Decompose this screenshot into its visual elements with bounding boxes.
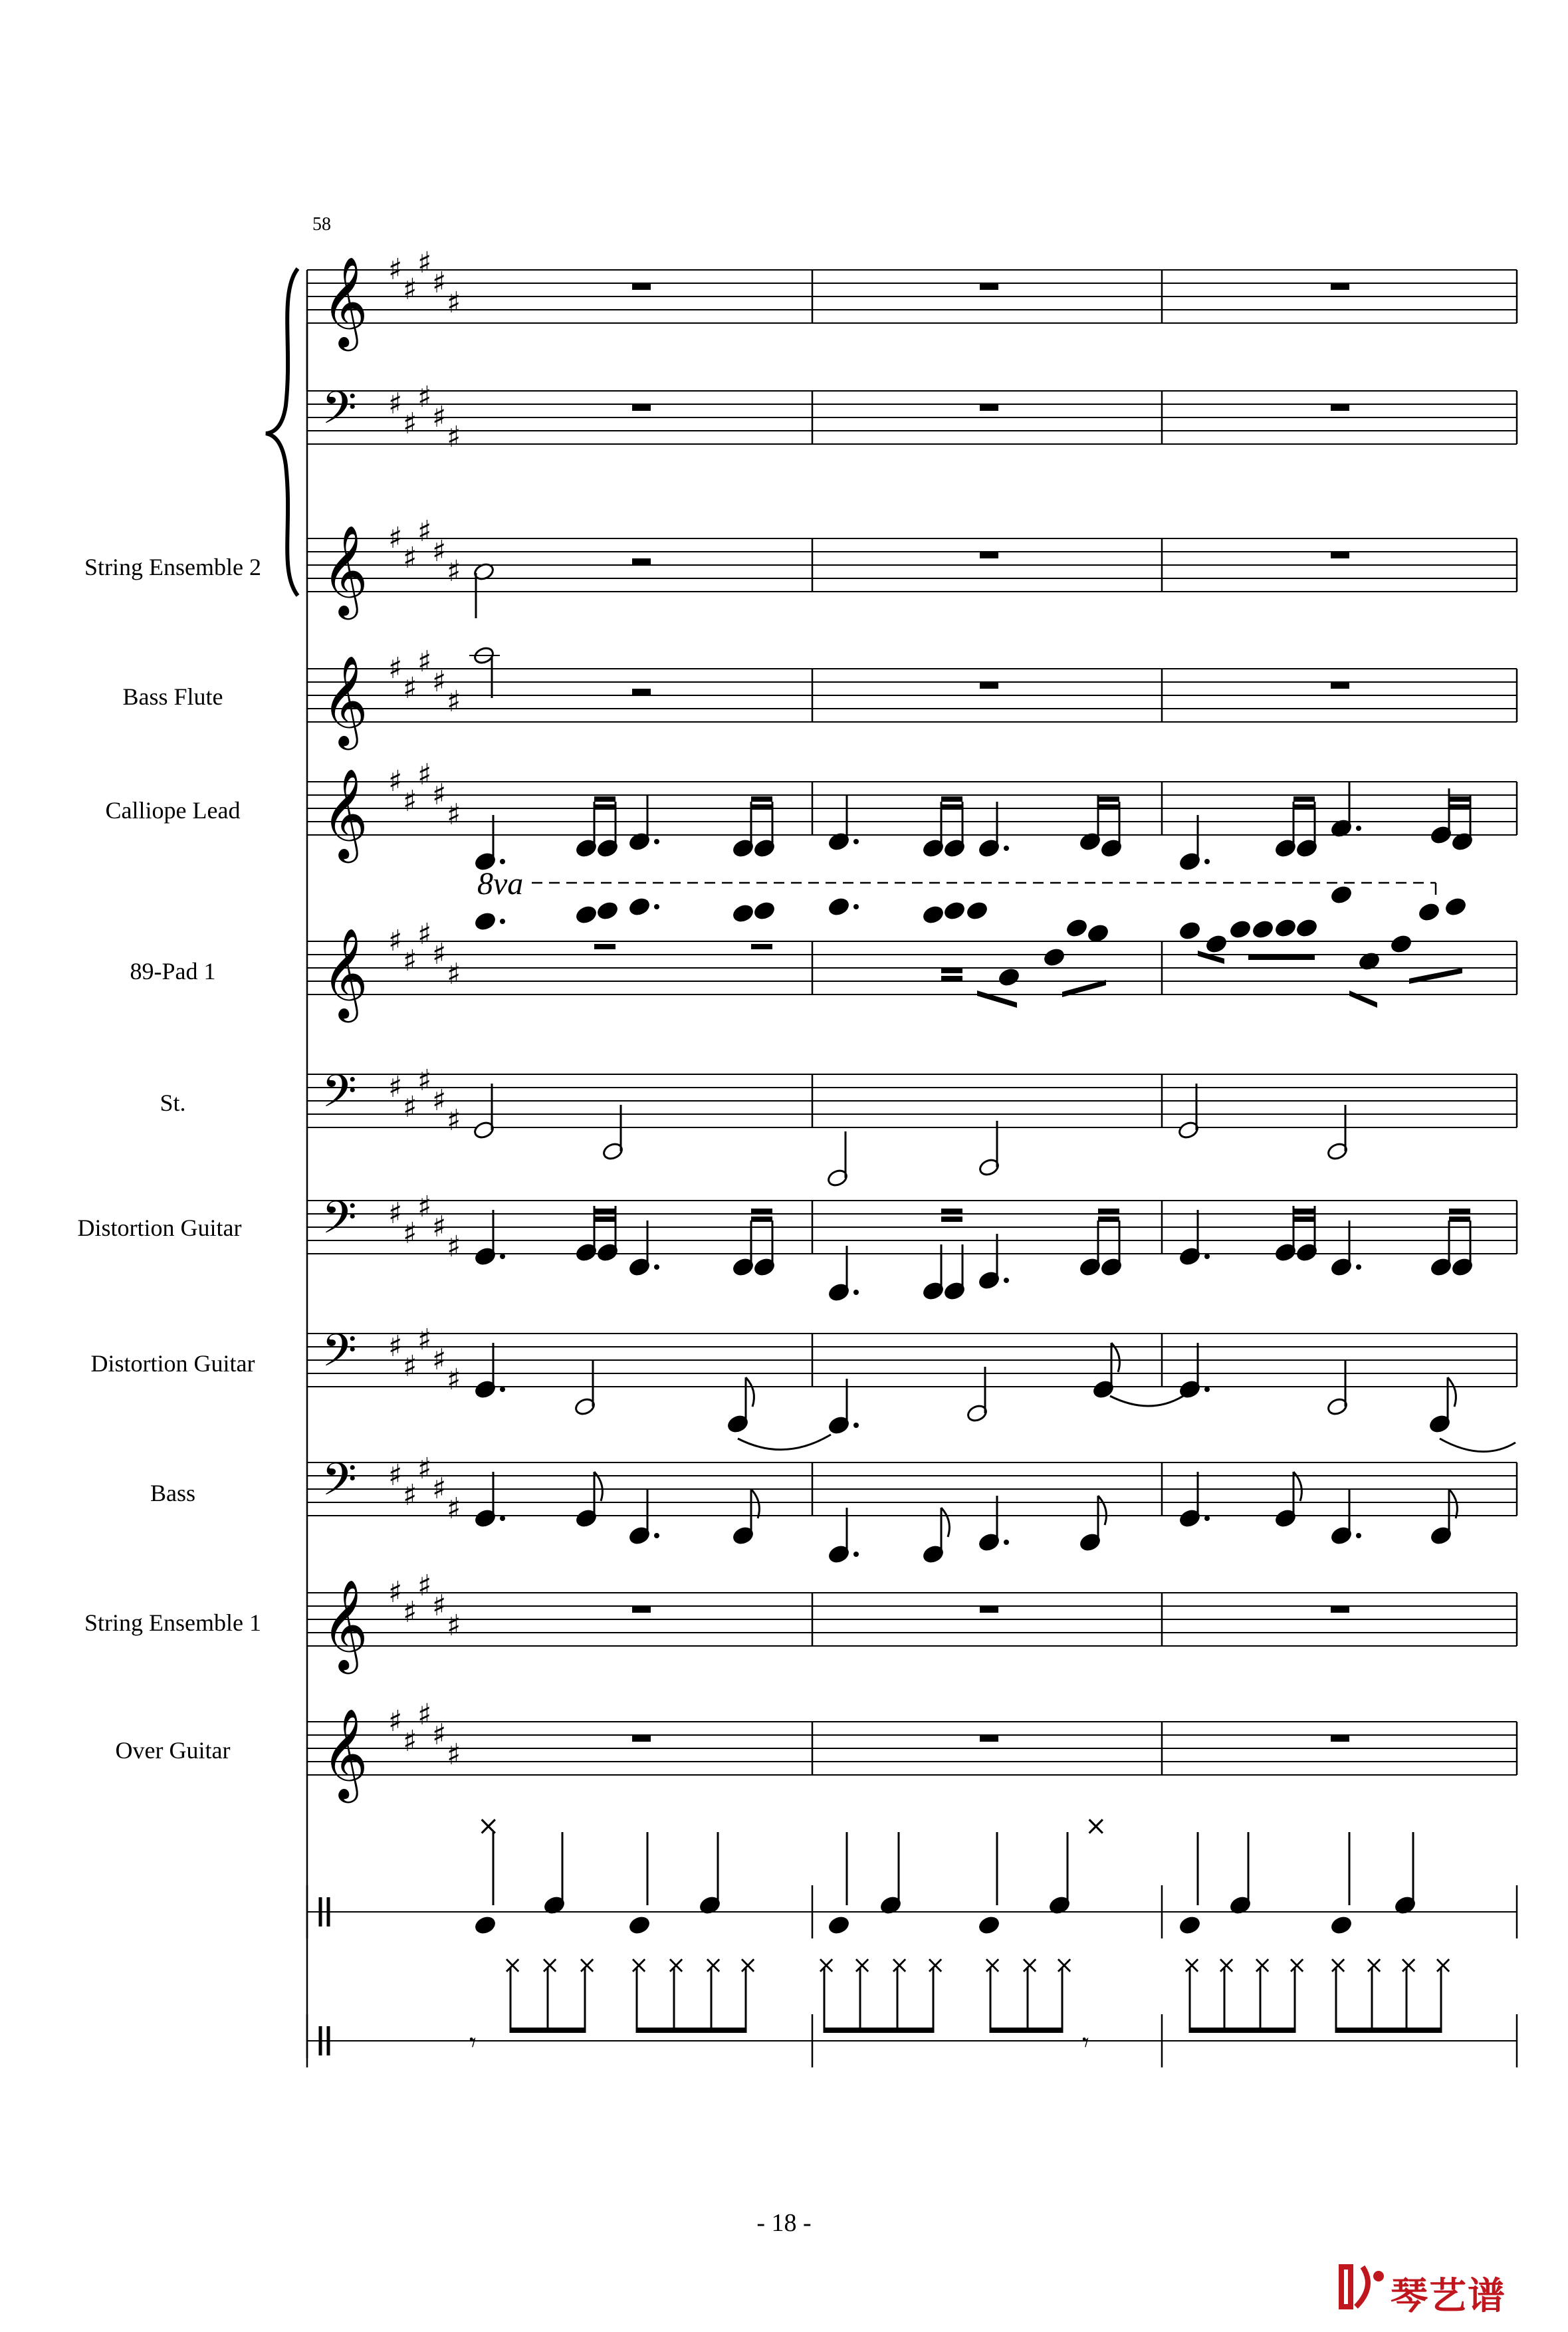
flag [1098, 1496, 1106, 1525]
instrument-label-string-ensemble-1: String Ensemble 1 [84, 1609, 261, 1636]
sharp-icon: ♯ [447, 1492, 461, 1526]
piano-brace [266, 269, 298, 596]
note-head [596, 901, 619, 921]
sharp-icon: ♯ [417, 1064, 432, 1098]
hihat-x: × [666, 1952, 687, 1979]
dot [500, 859, 505, 864]
instrument-label-over-guitar: Over Guitar [115, 1737, 231, 1764]
instrument-label-string-ensemble-2: String Ensemble 2 [84, 554, 261, 580]
sharp-icon: ♯ [417, 515, 432, 548]
beam [1349, 991, 1377, 1008]
hihat-x: × [629, 1952, 649, 1979]
note-head [628, 1915, 651, 1935]
beam [1293, 796, 1315, 802]
beam [824, 2028, 933, 2033]
sharp-icon: ♯ [447, 798, 461, 832]
beam [1098, 1209, 1119, 1214]
sharp-icon: ♯ [417, 1698, 432, 1732]
whole-rest [980, 1735, 998, 1742]
beam [1449, 1217, 1470, 1222]
note-head [1229, 919, 1252, 939]
beam [594, 1209, 616, 1214]
beam [1293, 1209, 1315, 1214]
sharp-icon: ♯ [432, 266, 447, 300]
whole-rest [1331, 682, 1349, 689]
dot [1004, 1540, 1009, 1545]
page-number: - 18 - [756, 2209, 812, 2237]
whole-rest [632, 404, 651, 411]
treble-clef-icon: 𝄞 [322, 767, 368, 859]
whole-rest [1331, 404, 1349, 411]
sharp-icon: ♯ [432, 1210, 447, 1244]
hihat-x: × [1399, 1952, 1419, 1979]
instrument-label-calliope-lead: Calliope Lead [105, 797, 241, 824]
hihat-x: × [1182, 1952, 1202, 1979]
beam [1449, 1209, 1470, 1214]
sharp-icon: ♯ [388, 521, 403, 555]
beam [941, 1217, 962, 1222]
treble-clef-icon: 𝄞 [322, 1578, 368, 1670]
hihat-x: × [982, 1952, 1003, 1979]
hihat-x: × [1216, 1952, 1237, 1979]
tie [1440, 1439, 1515, 1452]
beam [751, 1217, 772, 1222]
whole-rest [632, 283, 651, 290]
beam [637, 2028, 746, 2033]
hihat-x: × [703, 1952, 724, 1979]
dot [500, 1387, 505, 1392]
sharp-icon: ♯ [417, 380, 432, 414]
whole-rest [980, 404, 998, 411]
sharp-icon: ♯ [403, 407, 417, 441]
treble-clef-icon: 𝄞 [322, 524, 368, 616]
sharp-icon: ♯ [388, 387, 403, 421]
note-head [732, 903, 754, 923]
beam [751, 796, 772, 802]
beam [1198, 951, 1224, 964]
note-head [828, 1915, 850, 1935]
brand-logo [1336, 2260, 1555, 2320]
sharp-icon: ♯ [432, 1718, 447, 1752]
dot [1204, 1516, 1210, 1521]
sharp-icon: ♯ [403, 273, 417, 306]
whole-rest [980, 682, 998, 689]
whole-rest [1331, 1606, 1349, 1613]
dot [1356, 1264, 1361, 1270]
note-head [966, 901, 988, 921]
dot [1004, 1278, 1009, 1283]
sharp-icon: ♯ [447, 1363, 461, 1397]
note-head [753, 901, 776, 921]
sharp-icon: ♯ [388, 1070, 403, 1104]
sharp-icon: ♯ [447, 1230, 461, 1264]
whole-rest [1331, 1735, 1349, 1742]
sharp-icon: ♯ [388, 253, 403, 287]
whole-rest [1331, 552, 1349, 558]
note-head [1252, 919, 1274, 939]
sharp-icon: ♯ [403, 671, 417, 705]
hihat-x: × [1252, 1952, 1273, 1979]
beam [941, 796, 962, 802]
beam [1293, 1217, 1315, 1222]
dot [654, 1264, 659, 1270]
tie [1110, 1396, 1183, 1406]
sharp-icon: ♯ [432, 1589, 447, 1623]
note-head [1065, 918, 1088, 938]
sharp-icon: ♯ [432, 400, 447, 434]
sharp-icon: ♯ [447, 420, 461, 454]
note-head [1330, 1915, 1353, 1935]
note-head [922, 905, 945, 925]
beam [1293, 804, 1315, 810]
note-head [575, 905, 598, 925]
sharp-icon: ♯ [388, 764, 403, 798]
note-head [628, 897, 651, 917]
note-head [998, 967, 1020, 987]
eighth-rest: 𝄾 [469, 2028, 477, 2058]
beam [1449, 796, 1470, 802]
hihat-x: × [1328, 1952, 1349, 1979]
sharp-icon: ♯ [432, 778, 447, 812]
sharp-icon: ♯ [417, 246, 432, 280]
hihat-x: × [1433, 1952, 1454, 1979]
measure-number: 58 [312, 214, 331, 235]
sharp-icon: ♯ [388, 1575, 403, 1609]
dot [853, 839, 859, 844]
note-head [1295, 918, 1318, 938]
dot [654, 1533, 659, 1538]
dot [1204, 1387, 1210, 1392]
note-head [474, 1915, 497, 1935]
tie [738, 1435, 831, 1450]
note-head [1043, 947, 1065, 967]
note-head [1087, 923, 1109, 943]
sharp-icon: ♯ [417, 645, 432, 679]
note-head [1178, 1915, 1201, 1935]
flag [746, 1377, 754, 1407]
sharp-icon: ♯ [388, 651, 403, 685]
beam [1098, 804, 1119, 810]
beam [594, 796, 616, 802]
hihat-x: × [503, 1952, 523, 1979]
whole-rest [632, 1735, 651, 1742]
sharp-icon: ♯ [403, 1217, 417, 1250]
sharp-icon: ♯ [417, 758, 432, 792]
sharp-icon: ♯ [432, 937, 447, 971]
beam [1098, 1217, 1119, 1222]
dot [1204, 1254, 1210, 1259]
note-head [943, 901, 966, 921]
beam [1449, 804, 1470, 810]
hihat-x: × [816, 1952, 837, 1979]
sharp-icon: ♯ [403, 1724, 417, 1758]
instrument-label-st: St. [160, 1090, 186, 1116]
beam [977, 991, 1017, 1008]
note-head [1330, 885, 1353, 905]
beam [1336, 2028, 1441, 2033]
beam [941, 804, 962, 810]
dot [654, 839, 659, 844]
sharp-icon: ♯ [417, 917, 432, 951]
beam [751, 944, 772, 949]
brand-text: 琴艺谱 [1391, 2275, 1506, 2318]
whole-rest [980, 283, 998, 290]
brand-note-icon [1336, 2260, 1389, 2313]
sharp-icon: ♯ [432, 1343, 447, 1377]
beam [941, 1209, 962, 1214]
note-head [978, 1915, 1000, 1935]
sharp-icon: ♯ [388, 1704, 403, 1738]
beam [941, 976, 962, 981]
sharp-icon: ♯ [447, 1609, 461, 1643]
beam [594, 944, 616, 949]
bass-clef-icon: 𝄢 [322, 1454, 357, 1517]
sharp-icon: ♯ [388, 1197, 403, 1230]
dot [500, 1516, 505, 1521]
treble-clef-icon: 𝄞 [322, 654, 368, 746]
sharp-icon: ♯ [403, 1478, 417, 1512]
hihat-x: × [540, 1952, 560, 1979]
hihat-x: × [1054, 1952, 1075, 1979]
hihat-x: × [577, 1952, 598, 1979]
dot [500, 1254, 505, 1259]
sharp-icon: ♯ [417, 1569, 432, 1603]
note-head [1418, 902, 1440, 922]
dot [853, 1290, 859, 1295]
ottava-mark: 8va [477, 866, 524, 901]
flag [941, 1508, 949, 1537]
dot [1356, 1533, 1361, 1538]
bass-clef-icon: 𝄢 [322, 1192, 357, 1255]
treble-clef-icon: 𝄞 [322, 927, 368, 1018]
sharp-icon: ♯ [432, 534, 447, 568]
dot [853, 1423, 859, 1428]
sharp-icon: ♯ [432, 1084, 447, 1117]
sharp-icon: ♯ [447, 1104, 461, 1137]
hihat-x: × [1364, 1952, 1385, 1979]
sharp-icon: ♯ [447, 685, 461, 719]
dot [654, 904, 659, 909]
dot [500, 919, 505, 924]
instrument-label-bass-flute: Bass Flute [122, 683, 223, 710]
sharp-icon: ♯ [388, 1458, 403, 1492]
beam [990, 2028, 1062, 2033]
sharp-icon: ♯ [447, 286, 461, 320]
flag [751, 1489, 759, 1518]
dot [1204, 859, 1210, 864]
sharp-icon: ♯ [417, 1190, 432, 1224]
note-head [1205, 934, 1228, 954]
sharp-icon: ♯ [447, 1738, 461, 1772]
hihat-x: × [738, 1952, 758, 1979]
whole-rest [980, 1606, 998, 1613]
half-rest [632, 558, 651, 565]
dot [1004, 846, 1009, 851]
hihat-x: × [889, 1952, 910, 1979]
note-head [474, 911, 497, 931]
note-head [1274, 918, 1297, 938]
instrument-label-distortion-guitar-2: Distortion Guitar [90, 1350, 255, 1377]
sharp-icon: ♯ [388, 924, 403, 958]
flag [1448, 1377, 1456, 1407]
hihat-x: × [852, 1952, 873, 1979]
beam [941, 968, 962, 973]
flag [1449, 1489, 1457, 1518]
note-head [1444, 897, 1467, 917]
beam [1248, 955, 1315, 960]
eighth-rest: 𝄾 [1082, 2028, 1089, 2058]
sharp-icon: ♯ [417, 1323, 432, 1357]
note-head [828, 897, 850, 917]
whole-rest [632, 1606, 651, 1613]
bass-clef-icon: 𝄢 [322, 1066, 357, 1129]
sharp-icon: ♯ [403, 541, 417, 575]
sharp-icon: ♯ [403, 1349, 417, 1383]
dot [853, 904, 859, 909]
sharp-icon: ♯ [403, 784, 417, 818]
dot [1356, 826, 1361, 831]
cymbal-x: × [477, 1811, 500, 1841]
instrument-label-bass: Bass [150, 1480, 195, 1506]
hihat-x: × [1287, 1952, 1307, 1979]
instrument-label-distortion-guitar-1: Distortion Guitar [77, 1215, 242, 1241]
beam [1190, 2028, 1295, 2033]
beam [510, 2028, 585, 2033]
sharp-icon: ♯ [403, 1090, 417, 1124]
beam [594, 1217, 616, 1222]
sharp-icon: ♯ [417, 1452, 432, 1486]
beam [594, 804, 616, 810]
instrument-label-pad: 89-Pad 1 [130, 958, 216, 985]
sharp-icon: ♯ [447, 957, 461, 991]
sharp-icon: ♯ [403, 944, 417, 978]
sharp-icon: ♯ [388, 1330, 403, 1363]
hihat-x: × [925, 1952, 946, 1979]
treble-clef-icon: 𝄞 [322, 1707, 368, 1799]
hihat-x: × [1020, 1952, 1040, 1979]
dot [853, 1552, 859, 1557]
beam [751, 1209, 772, 1214]
whole-rest [1331, 283, 1349, 290]
sharp-icon: ♯ [447, 554, 461, 588]
cymbal-x: × [1085, 1811, 1107, 1841]
treble-clef-icon: 𝄞 [322, 255, 368, 347]
bass-clef-icon: 𝄢 [322, 1325, 357, 1388]
bass-clef-icon: 𝄢 [322, 382, 357, 445]
sharp-icon: ♯ [432, 1472, 447, 1506]
sharp-icon: ♯ [403, 1595, 417, 1629]
beam [1098, 796, 1119, 802]
half-rest [632, 689, 651, 695]
note-head [1178, 921, 1201, 941]
sharp-icon: ♯ [432, 665, 447, 699]
note-head [1390, 934, 1412, 954]
whole-rest [980, 552, 998, 558]
beam [751, 804, 772, 810]
